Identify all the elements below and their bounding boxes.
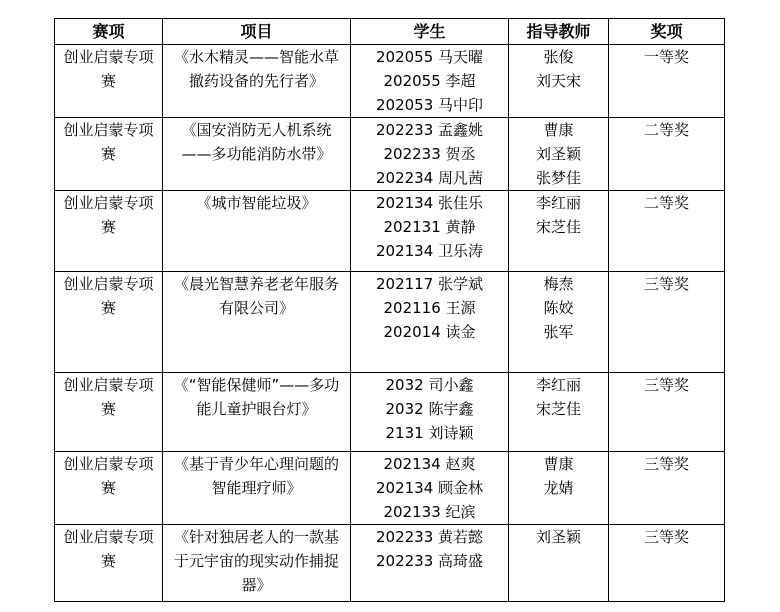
student-name: 2032 陈宇鑫 bbox=[385, 400, 474, 418]
category-cell: 创业启蒙专项赛 bbox=[55, 191, 163, 272]
student-name: 202134 卫乐涛 bbox=[375, 242, 484, 260]
student-name: 202233 孟鑫姚 bbox=[375, 121, 484, 139]
category-cell: 创业启蒙专项赛 bbox=[55, 45, 163, 118]
teacher-name: 龙婧 bbox=[543, 479, 574, 497]
student-name: 2131 刘诗颖 bbox=[385, 424, 474, 442]
project-cell: 《国安消防无人机系统——多功能消防水带》 bbox=[163, 118, 351, 191]
teacher-name: 刘圣颖 bbox=[535, 145, 581, 163]
award-cell: 二等奖 bbox=[609, 118, 725, 191]
table-row bbox=[55, 272, 725, 373]
teacher-name: 宋芝佳 bbox=[535, 218, 581, 236]
teacher-name: 刘圣颖 bbox=[535, 528, 581, 546]
award-cell: 三等奖 bbox=[609, 272, 725, 373]
teacher-name: 曹康 bbox=[543, 455, 574, 473]
project-cell: 《城市智能垃圾》 bbox=[163, 191, 351, 272]
students-cell bbox=[351, 373, 509, 452]
teachers-cell bbox=[509, 373, 609, 452]
teacher-name: 李红丽 bbox=[535, 194, 581, 212]
header-category: 赛项 bbox=[55, 19, 163, 45]
student-name: 202053 马中印 bbox=[375, 96, 484, 114]
teacher-name: 曹康 bbox=[543, 121, 574, 139]
teacher-name: 宋芝佳 bbox=[535, 400, 581, 418]
student-name: 202233 黄若懿 bbox=[375, 528, 484, 546]
student-name: 202134 顾金林 bbox=[375, 479, 484, 497]
teacher-name: 刘天宋 bbox=[535, 72, 581, 90]
award-cell: 三等奖 bbox=[609, 452, 725, 525]
student-name: 202134 张佳乐 bbox=[375, 194, 484, 212]
header-teachers: 指导教师 bbox=[509, 19, 609, 45]
student-name: 202234 周凡茜 bbox=[375, 169, 484, 187]
project-cell: 《针对独居老人的一款基于元宇宙的现实动作捕捉器》 bbox=[163, 525, 351, 602]
header-students: 学生 bbox=[351, 19, 509, 45]
teacher-name: 张俊 bbox=[543, 48, 574, 66]
table-row bbox=[55, 45, 725, 118]
student-name: 202133 纪滨 bbox=[383, 503, 476, 521]
table-row bbox=[55, 525, 725, 602]
header-award: 奖项 bbox=[609, 19, 725, 45]
student-name: 202233 贺丞 bbox=[383, 145, 476, 163]
project-cell: 《“智能保健师”——多功能儿童护眼台灯》 bbox=[163, 373, 351, 452]
students-cell bbox=[351, 272, 509, 373]
table-row bbox=[55, 373, 725, 452]
table-row bbox=[55, 118, 725, 191]
category-cell: 创业启蒙专项赛 bbox=[55, 373, 163, 452]
category-cell: 创业启蒙专项赛 bbox=[55, 525, 163, 602]
student-name: 202117 张学斌 bbox=[375, 275, 484, 293]
students-cell bbox=[351, 452, 509, 525]
student-name: 202014 读金 bbox=[383, 323, 476, 341]
student-name: 202116 王源 bbox=[383, 299, 476, 317]
teachers-cell bbox=[509, 191, 609, 272]
teacher-name: 张梦佳 bbox=[535, 169, 581, 187]
teachers-cell bbox=[509, 452, 609, 525]
category-cell: 创业启蒙专项赛 bbox=[55, 118, 163, 191]
student-name: 202055 马天曜 bbox=[375, 48, 484, 66]
student-name: 202233 高琦盛 bbox=[375, 552, 484, 570]
teachers-cell bbox=[509, 118, 609, 191]
teachers-cell bbox=[509, 272, 609, 373]
teacher-name: 李红丽 bbox=[535, 376, 581, 394]
teachers-cell bbox=[509, 45, 609, 118]
awards-table bbox=[54, 18, 725, 602]
teacher-name: 梅焘 bbox=[543, 275, 574, 293]
table-row bbox=[55, 191, 725, 272]
award-cell: 一等奖 bbox=[609, 45, 725, 118]
header-project: 项目 bbox=[163, 19, 351, 45]
students-cell bbox=[351, 118, 509, 191]
project-cell: 《晨光智慧养老老年服务有限公司》 bbox=[163, 272, 351, 373]
teachers-cell bbox=[509, 525, 609, 602]
category-cell: 创业启蒙专项赛 bbox=[55, 272, 163, 373]
student-name: 202134 赵爽 bbox=[383, 455, 476, 473]
project-cell: 《基于青少年心理问题的智能理疗师》 bbox=[163, 452, 351, 525]
student-name: 202131 黄静 bbox=[383, 218, 476, 236]
award-cell: 二等奖 bbox=[609, 191, 725, 272]
teacher-name: 张军 bbox=[543, 323, 574, 341]
project-cell: 《水木精灵——智能水草撤药设备的先行者》 bbox=[163, 45, 351, 118]
category-cell: 创业启蒙专项赛 bbox=[55, 452, 163, 525]
students-cell bbox=[351, 191, 509, 272]
table-row bbox=[55, 452, 725, 525]
teacher-name: 陈姣 bbox=[543, 299, 574, 317]
students-cell bbox=[351, 45, 509, 118]
header-row bbox=[55, 19, 725, 45]
award-cell: 三等奖 bbox=[609, 525, 725, 602]
award-cell: 三等奖 bbox=[609, 373, 725, 452]
student-name: 202055 李超 bbox=[383, 72, 476, 90]
students-cell bbox=[351, 525, 509, 602]
student-name: 2032 司小鑫 bbox=[385, 376, 474, 394]
